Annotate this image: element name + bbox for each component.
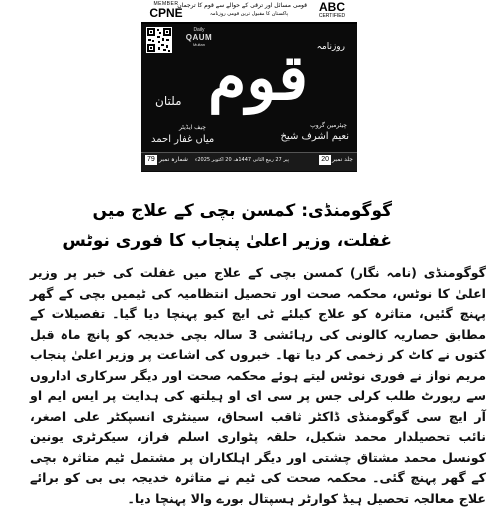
cpne-label: CPNE [149, 6, 183, 20]
certified-label: CERTIFIED [318, 13, 346, 19]
tagline-line-2: پاکستان کا مقبول ترین قومی روزنامہ [209, 11, 289, 17]
rozname-label: روزنامہ [316, 42, 345, 52]
issue-date: پیر 27 ربیع الثانی 1447ھ، 20 اکتوبر 2025ء [195, 157, 289, 163]
tagline [177, 2, 307, 20]
volume-label: جلد نمبر [331, 156, 353, 163]
multan-english-label: Multan [192, 42, 205, 47]
issue-number: 79 [147, 156, 155, 163]
daily-label: Daily [193, 27, 205, 33]
chief-editor-name: میاں غفار احمد [151, 134, 215, 145]
chairman-label: چیئرمین گروپ [310, 122, 347, 129]
qaum-label: QAUM [185, 33, 213, 42]
member-label: MEMBER [153, 1, 179, 7]
qr-code-icon [146, 27, 172, 53]
article-body: گوگومنڈی (نامہ نگار) کمسن بچی کے علاج میں غفلت کی خبر پر وزیر اعلیٰ کا نوٹس، محکمہ صحت اور تحصیل انتظامیہ کی ٹیمیں بچی کے گھر پہنچ گئیں، متاثرہ کو علاج کیلئے ٹی ایچ کیو پہنچا دیا گیا۔ تفصیلات کے مطابق حصاریہ کالونی کی رہائشی 3 سالہ بچی خدیجہ کو پانچ ماہ قبل کتوں نے کاٹ کر زخمی کر دیا تھا۔ خبروں کی اشاعت پر وزیر اعلیٰ پنجاب مریم نواز نے فوری نوٹس لیتے ہوئے محکمہ صحت اور دیگر سرکاری اداروں سے رپورٹ طلب کرلی جس پر سی ای او ہیلتھ کی ہدایت پر ایس ایم او آر ایچ سی گوگومنڈی ڈاکٹر ثاقب اسحاق، سینٹری انسپکٹر علی اصغر، نائب تحصیلدار محمد شکیل، حلقہ پٹواری اسلم فراز، سیکرٹری یونین کونسل محمد مشتاق چشتی اور دیگر اہلکاران پر مشتمل ٹیم متاثرہ بچی کے گھر پہنچ گئی۔ محکمہ صحت کی ٹیم نے متاثرہ خدیجہ بی بی کو برائے علاج معالجہ تحصیل ہیڈ کوارٹر ہسپتال بورے والا پہنچا دیا۔ [30, 265, 486, 506]
newspaper-logo: قوم [207, 41, 309, 114]
issue-number-label: شمارہ نمبر [159, 156, 188, 163]
abc-label: ABC [319, 0, 345, 14]
abc-badge [310, 1, 354, 20]
article-headline [62, 196, 392, 256]
tagline-line-1: قومی مسائل اور ترقی کے حوالے سے قوم کا ترجمان [177, 2, 307, 9]
city-label: ملتان [155, 94, 182, 108]
chairman-name: نعیم اشرف شیخ [280, 131, 349, 142]
issue-info-strip [141, 152, 357, 171]
volume-number: 20 [321, 156, 329, 163]
masthead-top-strip [141, 0, 357, 24]
chief-editor-label: چیف ایڈیٹر [179, 124, 206, 131]
masthead [141, 0, 357, 172]
headline-line-2: غفلت، وزیر اعلیٰ پنجاب کا فوری نوٹس [62, 231, 392, 251]
headline-line-1: گوگومنڈی: کمسن بچی کے علاج میں [92, 201, 392, 221]
